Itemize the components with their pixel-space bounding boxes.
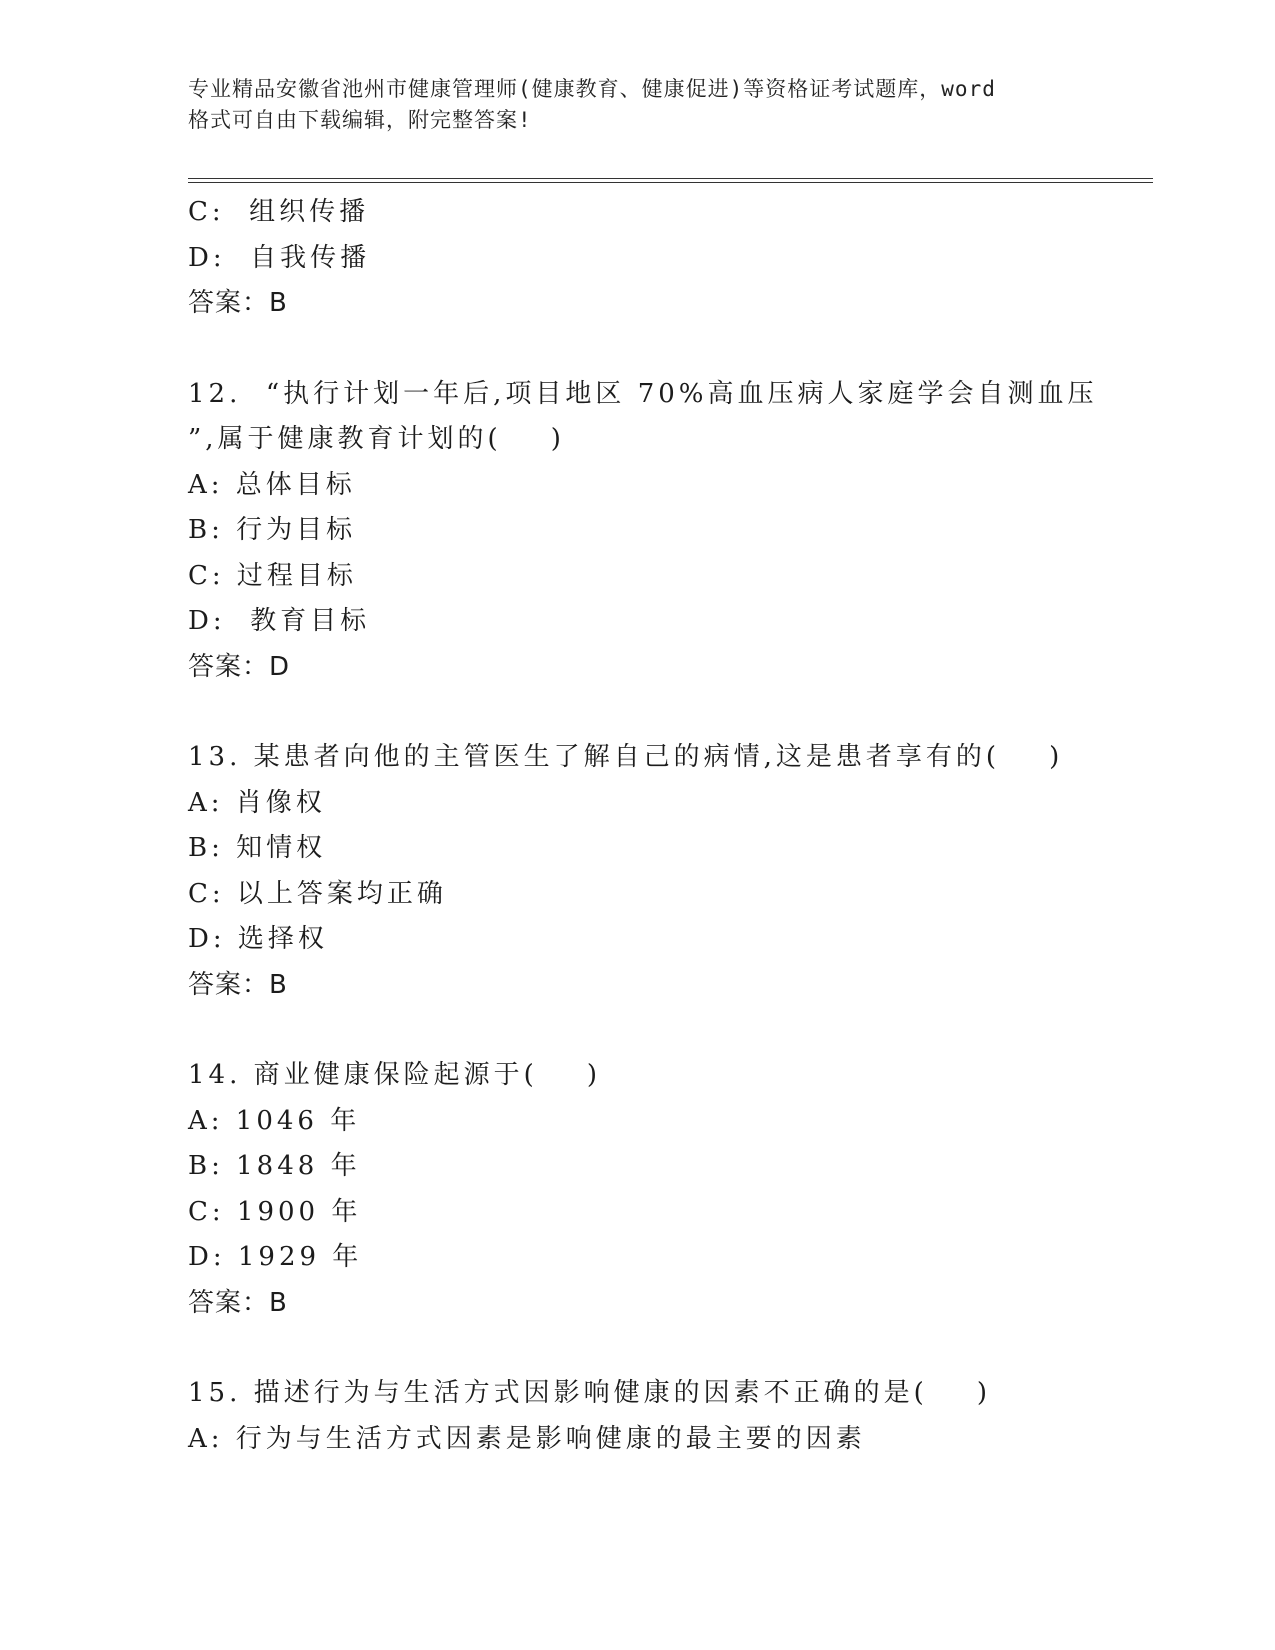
- question-list: [188, 190, 1148, 1462]
- question-12-block: [188, 372, 1148, 691]
- question-stem-line-1: 13. 某患者向他的主管医生了解自己的病情,这是患者享有的( ): [188, 742, 1064, 772]
- question-15-block: [188, 1371, 1148, 1462]
- option-b: B: 行为目标: [188, 515, 357, 545]
- answer-line: 答案：D: [188, 651, 291, 682]
- header-line-2: 格式可自由下载编辑，附完整答案!: [188, 108, 532, 132]
- option-c: C: 1900 年: [188, 1196, 362, 1227]
- spacer: [188, 327, 1148, 372]
- spacer: [188, 1326, 1148, 1371]
- question-stem-line-1: 14. 商业健康保险起源于( ): [188, 1060, 601, 1090]
- option-d: D: 自我传播: [188, 242, 371, 273]
- question-14-block: [188, 1053, 1148, 1326]
- option-d: D: 选择权: [188, 924, 328, 954]
- prev-question-block: [188, 190, 1148, 327]
- option-a: A: 肖像权: [188, 787, 326, 818]
- option-c: C: 组织传播: [188, 197, 370, 227]
- spacer: [188, 690, 1148, 735]
- answer-line: 答案：B: [188, 288, 288, 318]
- question-stem-line-2: ”,属于健康教育计划的( ): [188, 424, 565, 454]
- answer-line: 答案：B: [188, 969, 288, 1000]
- header-divider-thick: [188, 182, 1153, 183]
- header-divider-thin: [188, 178, 1153, 179]
- option-a: A: 总体目标: [188, 469, 356, 500]
- option-c: C: 过程目标: [188, 560, 357, 591]
- header-line-1: 专业精品安徽省池州市健康管理师(健康教育、健康促进)等资格证考试题库，word: [188, 77, 996, 101]
- option-b: B: 知情权: [188, 833, 327, 863]
- question-stem-line-1: 12. “执行计划一年后,项目地区 70%高血压病人家庭学会自测血压: [188, 378, 1098, 409]
- option-a: A: 行为与生活方式因素是影响健康的最主要的因素: [188, 1423, 866, 1454]
- question-13-block: [188, 735, 1148, 1008]
- option-d: D: 1929 年: [188, 1242, 363, 1272]
- answer-line: 答案：B: [188, 1287, 288, 1318]
- question-stem-line-1: 15. 描述行为与生活方式因影响健康的因素不正确的是( ): [188, 1378, 991, 1408]
- option-a: A: 1046 年: [188, 1105, 361, 1136]
- document-header: [188, 74, 1088, 136]
- option-d: D: 教育目标: [188, 606, 371, 636]
- option-b: B: 1848 年: [188, 1151, 361, 1181]
- option-c: C: 以上答案均正确: [188, 878, 447, 909]
- spacer: [188, 1008, 1148, 1053]
